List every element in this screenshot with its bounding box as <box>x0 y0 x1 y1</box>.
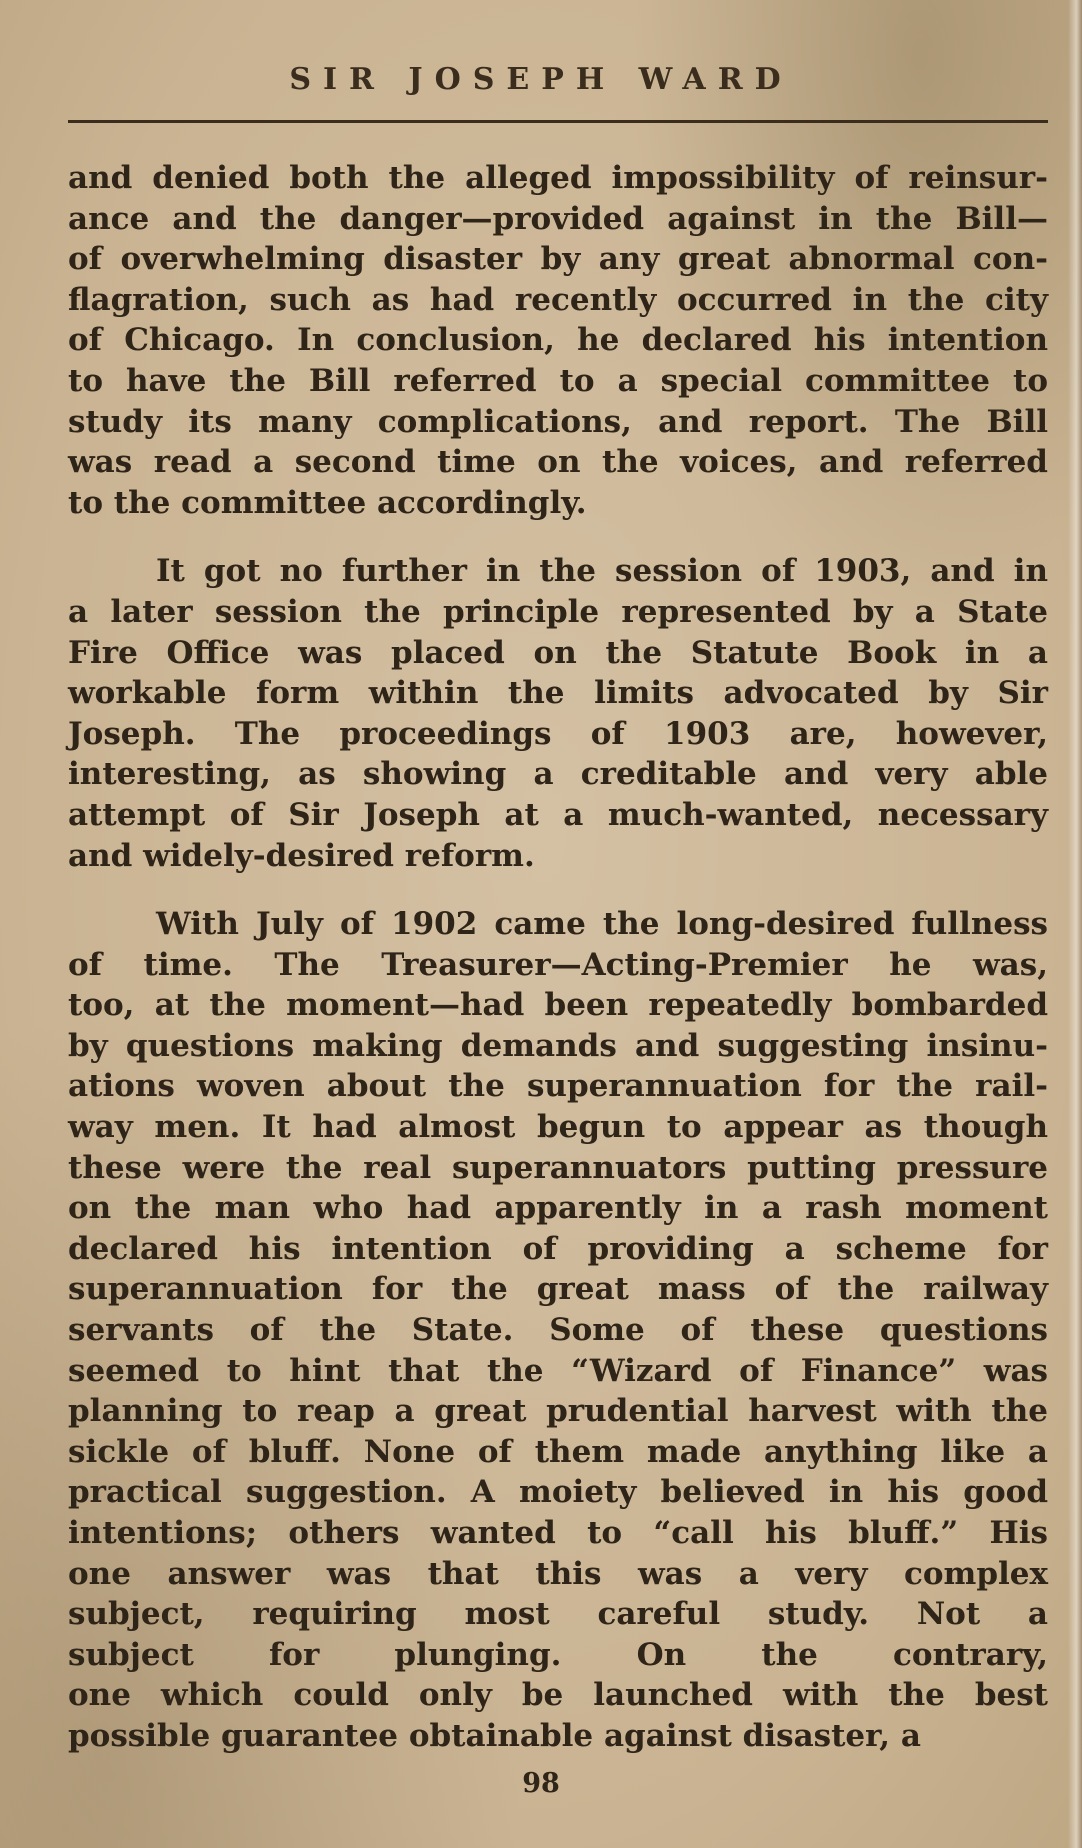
page-edge <box>1068 0 1082 1848</box>
text-line: ance and the danger—provided against in the Bill— <box>68 200 1048 237</box>
text-line: With July of 1902 came the long-desired fullness <box>156 906 1048 943</box>
text-line: It got no further in the session of 1903, and in <box>156 553 1048 590</box>
text-line: declared his intention of providing a scheme for <box>68 1230 1048 1267</box>
page-number: 98 <box>522 1768 560 1799</box>
text-line: seemed to hint that the “Wizard of Finance” was <box>68 1352 1048 1389</box>
text-line: subject for plunging. On the contrary, <box>68 1636 1048 1673</box>
text-line: one answer was that this was a very complex <box>68 1555 1048 1592</box>
text-line: to the committee accordingly. <box>68 484 587 521</box>
text-line: by questions making demands and suggesting insinu- <box>68 1027 1048 1064</box>
text-line: study its many complications, and report. The Bill <box>68 403 1048 440</box>
text-line: of overwhelming disaster by any great abnormal con- <box>68 241 1048 278</box>
text-line: Fire Office was placed on the Statute Book in a <box>68 634 1048 671</box>
text-line: way men. It had almost begun to appear as though <box>68 1109 1048 1146</box>
text-line: on the man who had apparently in a rash moment <box>68 1190 1048 1227</box>
text-line: practical suggestion. A moiety believed in his good <box>68 1474 1048 1511</box>
header-rule <box>68 120 1048 123</box>
text-line: workable form within the limits advocated by Sir <box>68 675 1048 712</box>
text-line: ations woven about the superannuation for the rail- <box>68 1068 1048 1105</box>
text-line: too, at the moment—had been repeatedly bombarded <box>68 987 1048 1024</box>
text-line: to have the Bill referred to a special committee to <box>68 362 1048 399</box>
text-line: was read a second time on the voices, and referred <box>68 444 1048 481</box>
paragraph-gap <box>68 876 1048 904</box>
text-line: flagration, such as had recently occurred in the city <box>68 281 1048 318</box>
text-line: possible guarantee obtainable against disaster, a <box>68 1717 921 1754</box>
text-line: a later session the principle represented by a State <box>68 593 1048 630</box>
text-line: interesting, as showing a creditable and very able <box>68 756 1048 793</box>
paragraph <box>68 904 1048 1756</box>
text-line: one which could only be launched with the best <box>68 1677 1048 1714</box>
text-line: planning to reap a great prudential harvest with the <box>68 1393 1048 1430</box>
paragraph <box>68 158 1048 523</box>
text-line: Joseph. The proceedings of 1903 are, however, <box>68 715 1048 752</box>
text-line: superannuation for the great mass of the railway <box>68 1271 1048 1308</box>
text-line: of time. The Treasurer—Acting-Premier he was, <box>68 946 1048 983</box>
text-line: servants of the State. Some of these questions <box>68 1312 1048 1349</box>
body-text <box>68 158 1048 1757</box>
text-line: subject, requiring most careful study. Not a <box>68 1596 1048 1633</box>
text-line: sickle of bluff. None of them made anything like a <box>68 1433 1048 1470</box>
text-line: attempt of Sir Joseph at a much-wanted, necessary <box>68 796 1048 833</box>
running-head: SIR JOSEPH WARD <box>289 62 793 97</box>
paragraph-gap <box>68 523 1048 551</box>
text-line: of Chicago. In conclusion, he declared his intention <box>68 322 1048 359</box>
text-line: these were the real superannuators putting pressure <box>68 1149 1048 1186</box>
text-line: intentions; others wanted to “call his bluff.” His <box>68 1515 1048 1551</box>
text-line: and widely-desired reform. <box>68 837 535 874</box>
paragraph <box>68 551 1048 876</box>
text-line: and denied both the alleged impossibility of reinsur- <box>68 160 1048 196</box>
